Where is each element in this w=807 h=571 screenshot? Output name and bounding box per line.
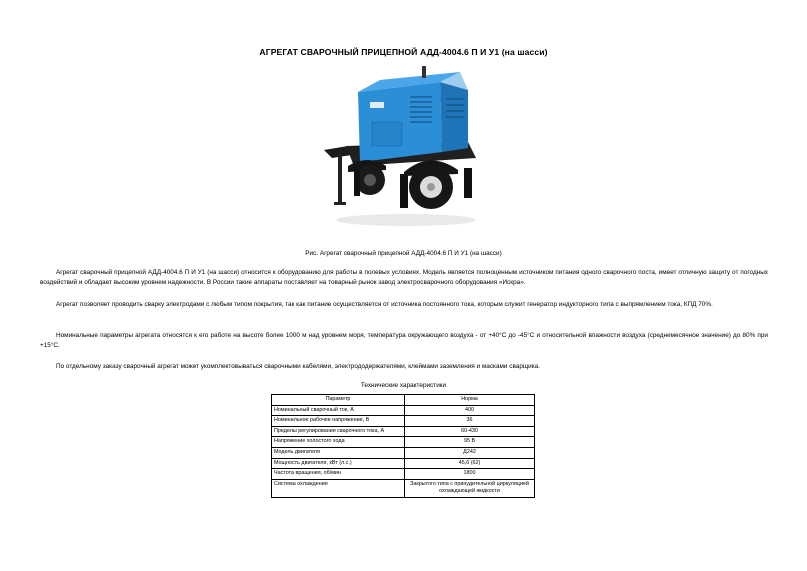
table-cell-value: Д242	[405, 447, 535, 458]
table-row	[272, 447, 535, 458]
table-cell-value: 95 В	[405, 437, 535, 448]
table-cell-parameter: Напряжение холостого хода	[272, 437, 405, 448]
table-row	[272, 469, 535, 480]
table-cell-value: 400	[405, 405, 535, 416]
paragraph-3: Номинальные параметры агрегата относятся к его работе на высоте более 1000 м над уровнем моря, температура окружающего воздуха - от +40°С до -45°С и относительной влажности воздуха (среднемесячное значение) до 80% при +15°С.	[40, 332, 768, 349]
paragraph-4: По отдельному заказу сварочный агрегат может укомплектовываться сварочными кабелями, электрододержателями, клеймами заземления и масками сварщика.	[56, 363, 540, 370]
table-row	[272, 458, 535, 469]
main-wheel	[409, 165, 453, 209]
table-cell-parameter: Система охлаждения	[272, 479, 405, 497]
table-cell-value: 1800	[405, 469, 535, 480]
ground-shadow	[336, 214, 476, 226]
mudflap	[400, 174, 408, 208]
paragraph-1: Агрегат сварочный прицепной АДД-4004.6 П И У1 (на шасси) относится к оборудованию для работы в полевых условиях. Модель является полноценным источником питания одного сварочного поста, имеет отличную защиту от погодных воздействий и обладает высоким уровнем надежности. В России такие аппараты поставляет на товарный рынок завод электросварочного оборудования «Искра».	[40, 269, 768, 286]
table-caption: Технические характеристики	[360, 382, 447, 389]
exhaust-pipe	[422, 66, 426, 78]
table-cell-value: 60-430	[405, 426, 535, 437]
paragraph-2: Агрегат позволяет проводить сварку электродами с любым типом покрытия, так как питание осуществляется от источника постоянного тока, которым служит генератор индукторного типа с выпрямлением тока, КПД 70%.	[56, 301, 713, 308]
table-cell-parameter: Частота вращения, об/мин	[272, 469, 405, 480]
specifications-table	[271, 394, 535, 498]
table-row	[272, 437, 535, 448]
figure-caption: Рис. Агрегат сварочный прицепной АДД-4004.6 П И У1 (на шасси)	[305, 250, 502, 257]
table-header-row	[272, 395, 535, 406]
document-title: АГРЕГАТ СВАРОЧНЫЙ ПРИЦЕПНОЙ АДД-4004.6 П И У1 (на шасси)	[259, 47, 548, 57]
table-cell-parameter: Номинальный сварочный ток, А	[272, 405, 405, 416]
table-cell-parameter: Мощность двигателя, кВт (л.с.)	[272, 458, 405, 469]
table-row	[272, 416, 535, 427]
table-cell-value: 36	[405, 416, 535, 427]
table-cell-value: Закрытого типа с принудительной циркуляцией охлаждающей жидкости	[405, 479, 535, 497]
table-row	[272, 405, 535, 416]
table-cell-parameter: Пределы регулирования сварочного тока, А	[272, 426, 405, 437]
table-row	[272, 426, 535, 437]
table-cell-value: 45,6 (62)	[405, 458, 535, 469]
header-parameter: Параметр	[272, 395, 405, 406]
label-plate	[370, 102, 384, 108]
table-row	[272, 479, 535, 497]
header-norm: Норма	[405, 395, 535, 406]
table-cell-parameter: Номинальное рабочее напряжение, В	[272, 416, 405, 427]
drawbar-jack	[338, 154, 342, 204]
welding-unit-illustration	[318, 62, 490, 230]
table-cell-parameter: Модель двигателя	[272, 447, 405, 458]
